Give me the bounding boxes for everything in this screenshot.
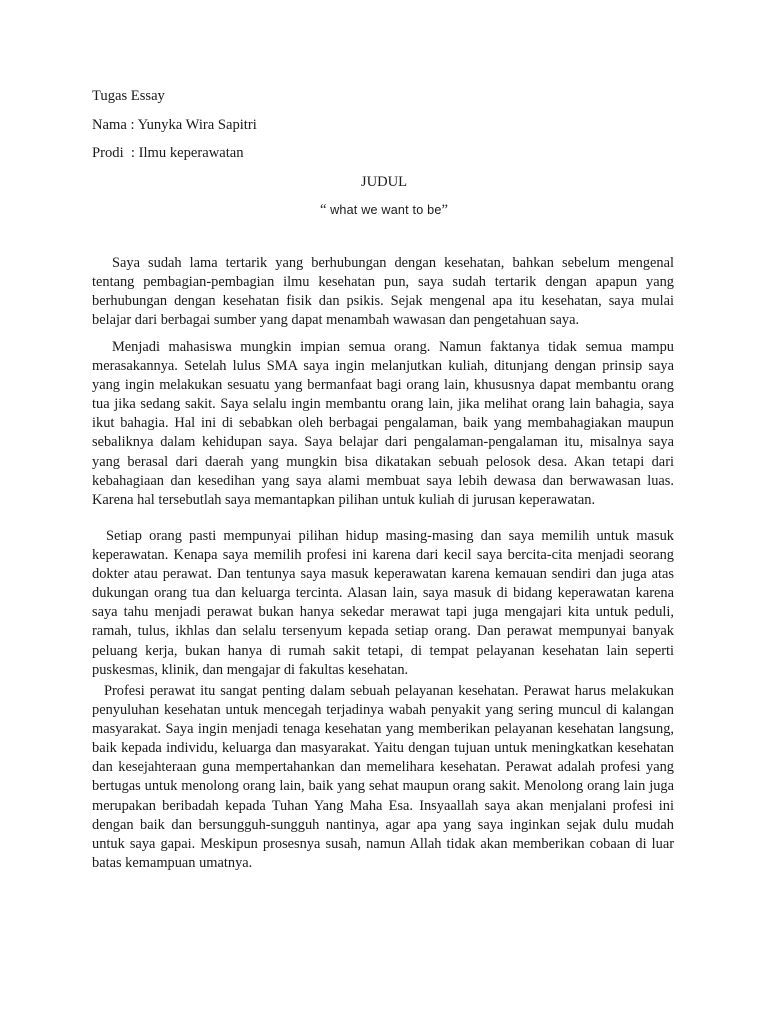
paragraph-1: Saya sudah lama tertarik yang berhubungan dengan kesehatan, bahkan sebelum mengenal tentang pembagian-pembagian ilmu kesehatan pun, saya sudah tertarik dengan apapun yang berhubungan dengan kesehatan fisik dan psikis. Sejak mengenal apa itu kesehatan, saya mulai belajar dari berbagai sumber yang dapat menambah wawasan dan pengetahuan saya. — [92, 255, 674, 329]
paragraph-3: Setiap orang pasti mempunyai pilihan hidup masing-masing dan saya memilih untuk masuk keperawatan. Kenapa saya memilih profesi ini karena dari kecil saya bercita-cita menjadi seorang dokter atau perawat. Dan tentunya saya masuk keperawatan karena kemauan sendiri dan juga atas dukungan orang tua dan keluarga tercinta. Alasan lain, saya masuk di bidang keperawatan karena saya tahu menjadi perawat bukan hanya sekedar merawat tapi juga mengajari kita untuk peduli, ramah, tulus, ikhlas dan selalu tersenyum kepada setiap orang. Dan perawat mempunyai banyak peluang kerja, bukan hanya di rumah sakit tetapi, di tempat pelayanan kesehatan lain seperti puskesmas, klinik, dan mengajar di fakultas kesehatan. — [92, 528, 674, 678]
close-quote: ” — [441, 202, 449, 218]
title-label: JUDUL — [360, 174, 408, 190]
student-name-line: Nama : Yunyka Wira Sapitri — [92, 117, 257, 133]
open-quote: “ — [319, 202, 331, 218]
assignment-label: Tugas Essay — [92, 88, 165, 104]
study-program-line: Prodi : Ilmu keperawatan — [92, 145, 244, 161]
paragraph-2: Menjadi mahasiswa mungkin impian semua orang. Namun faktanya tidak semua mampu merasakannya. Setelah lulus SMA saya ingin melanjutkan kuliah, ditunjang dengan prinsip saya yang ingin melakukan sesuatu yang bermanfaat bagi orang lain, khususnya dapat membantu orang tua jika sedang sakit. Saya selalu ingin membantu orang lain, jika melihat orang lain bahagia, saya ikut bahagia. Hal ini di sebabkan oleh berbagai pengalaman, baik yang membahagiakan maupun sebaliknya dalam kehidupan saya. Saya belajar dari pengalaman-pengalaman itu, misalnya saya yang berasal dari daerah yang mungkin bisa dikatakan sebuah pelosok desa. Akan tetapi dari kebahagiaan dan kesedihan yang saya alami membuat saya lebih dewasa dan berwawasan luas. Karena hal tersebutlah saya memantapkan pilihan untuk kuliah di jurusan keperawatan. — [92, 339, 674, 508]
essay-subtitle — [0, 201, 768, 219]
paragraph-4: Profesi perawat itu sangat penting dalam sebuah pelayanan kesehatan. Perawat harus melakukan penyuluhan kesehatan untuk mencegah terjadinya wabah penyakit yang sering muncul di kalangan masyarakat. Saya ingin menjadi tenaga kesehatan yang memberikan pelayanan kesehatan langsung, baik kepada individu, keluarga dan masyarakat. Yaitu dengan tujuan untuk meningkatkan kesehatan dan kesejahteraan guna mempertahankan dan memelihara kesehatan. Perawat adalah profesi yang bertugas untuk menolong orang lain, baik yang sehat maupun orang sakit. Menolong orang lain juga merupakan beribadah kepada Tuhan Yang Maha Esa. Insyaallah saya akan menjalani profesi ini dengan baik dan bersungguh-sungguh nantinya, agar apa yang saya inginkan sejak dulu mudah untuk saya gapai. Meskipun prosesnya susah, namun Allah tidak akan memberikan cobaan di luar batas kemampuan umatnya. — [92, 683, 674, 871]
subtitle-text: what we want to be — [330, 203, 442, 217]
